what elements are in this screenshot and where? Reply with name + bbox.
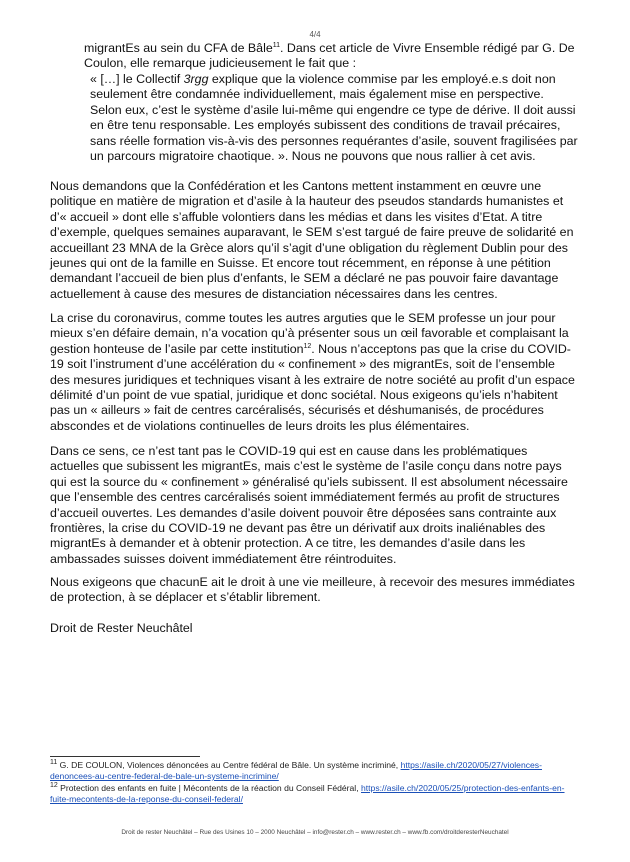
intro-text-end: . Dans cet article de Vivre Ensemble rédigé par G. De Coulon, elle remarque judicieusement le fait que : bbox=[84, 41, 575, 71]
intro-paragraph bbox=[84, 41, 578, 72]
paragraph-conclusion: Nous exigeons que chacunE ait le droit à une vie meilleure, à recevoir des mesures immédiates de protection, à se déplacer et s’établir librement. bbox=[50, 575, 575, 605]
footnote-11-text: G. DE COULON, Violences dénoncées au Centre fédéral de Bâle. Un système incriminé, bbox=[57, 760, 401, 770]
footnote-12-link[interactable]: https://asile.ch/2020/05/25/protection-des-enfants-en-fuite-mecontents-de-la-reponse-du-conseil-federal/ bbox=[50, 783, 565, 804]
paragraph-asylum-system: Dans ce sens, ce n’est tant pas le COVID-19 qui est en cause dans les problématiques actuelles que subissent les migrantEs, mais c’est le système de l’asile conçu dans notre pays qui est la source du « confinement » généralisé qu’iels subissent. Il est absolument nécessaire que l’ensemble des centres carcéralisés soient immédiatement fermés au profit de structures d’accueil ouvertes. Les demandes d’asile doivent pouvoir être déposées sans contrainte aux frontières, la crise du COVID-19 ne devant pas être un dérivatif aux droits inaliénables des migrantEs à demander et à obtenir protection. A ce titre, les demandes d’asile dans les ambassades suisses doivent immédiatement être réintroduites. bbox=[50, 444, 568, 566]
footnote-11-number: 11 bbox=[50, 759, 58, 767]
footnote-12-text: Protection des enfants en fuite | Mécontents de la réaction du Conseil Fédéral, bbox=[57, 783, 361, 793]
footnote-ref-12[interactable]: 12 bbox=[303, 342, 312, 350]
paragraph-coronavirus-end: . Nous n’acceptons pas que la crise du COVID-19 soit l’instrument d’une accélération du « confinement » des migrantEs, soit de l’ensemble des mesures juridiques et techniques visant à les extraire de notre société au profit d’un espace délimité d’un point de vue spatial, juridique et donc sociétal. Nous exigeons qu’iels n’habitent pas un « ailleurs » fait de centres carcéralisés, sécurisés et déshumanisés, de procédures abscondes et de violations continuelles de leurs droits les plus élémentaires. bbox=[50, 341, 575, 433]
page-footer: Droit de rester Neuchâtel – Rue des Usines 10 – 2000 Neuchâtel – info@rester.ch – www.rester.ch – www.fb.com/droitderesterNeuchatel bbox=[121, 829, 509, 836]
footnote-divider bbox=[50, 756, 200, 757]
intro-text-start: migrantEs au sein du CFA de Bâle bbox=[84, 41, 273, 55]
page-number: 4/4 bbox=[309, 30, 321, 39]
signature: Droit de Rester Neuchâtel bbox=[50, 621, 193, 635]
footnote-11-link[interactable]: https://asile.ch/2020/05/27/violences-denoncees-au-centre-federal-de-bale-un-systeme-incrimine/ bbox=[50, 760, 542, 781]
footnote-12-number: 12 bbox=[50, 782, 58, 790]
footnote-11 bbox=[50, 760, 578, 782]
quote-text-start: « […] le Collectif bbox=[90, 72, 184, 86]
quote-text-end: explique que la violence commise par les employé.e.s doit non seulement être condamnée individuellement, mais également mise en perspective. Selon eux, c’est le système d’asile lui-même qui engendre ce type de dérive. Il doit aussi en être tenu responsable. Les employés subissent des conditions de travail précaires, sans réelle formation vis-à-vis des personnes requérantes d’asile, souvent fragilisées par un parcours migratoire chaotique. ». Nous ne pouvons que nous rallier à cet avis. bbox=[90, 72, 578, 164]
block-quote bbox=[90, 72, 578, 164]
paragraph-coronavirus-start: La crise du coronavirus, comme toutes les autres arguties que le SEM professe un jour pour mieux s’en défaire demain, n’a vocation qu’à présenter sous un œil favorable et complaisant la gestion honteuse de l’asile par cette institution bbox=[50, 311, 569, 356]
footnote-ref-11[interactable]: 11 bbox=[272, 41, 281, 49]
paragraph-coronavirus bbox=[50, 311, 578, 434]
footnote-12 bbox=[50, 783, 578, 805]
paragraph-demands: Nous demandons que la Confédération et les Cantons mettent instamment en œuvre une politique en matière de migration et d’asile à la hauteur des pseudos standards humanistes et d’« accueil » dont elle s’affuble volontiers dans les médias et dans les visites d’Etat. A titre d’exemple, quelques semaines auparavant, le SEM s’est targué de faire preuve de solidarité en accueillant 23 MNA de la Grèce alors qu’il s’agit d’une obligation du règlement Dublin pour des jeunes qui ont de la famille en Suisse. Et encore tout récemment, en réponse à une pétition demandant l’accueil de bien plus d’enfants, le SEM a déclaré ne pas pouvoir faire davantage actuellement à cause des mesures de distanciation nécessaires dans les centres. bbox=[50, 179, 574, 301]
quote-collective-name: 3rgg bbox=[183, 72, 209, 86]
